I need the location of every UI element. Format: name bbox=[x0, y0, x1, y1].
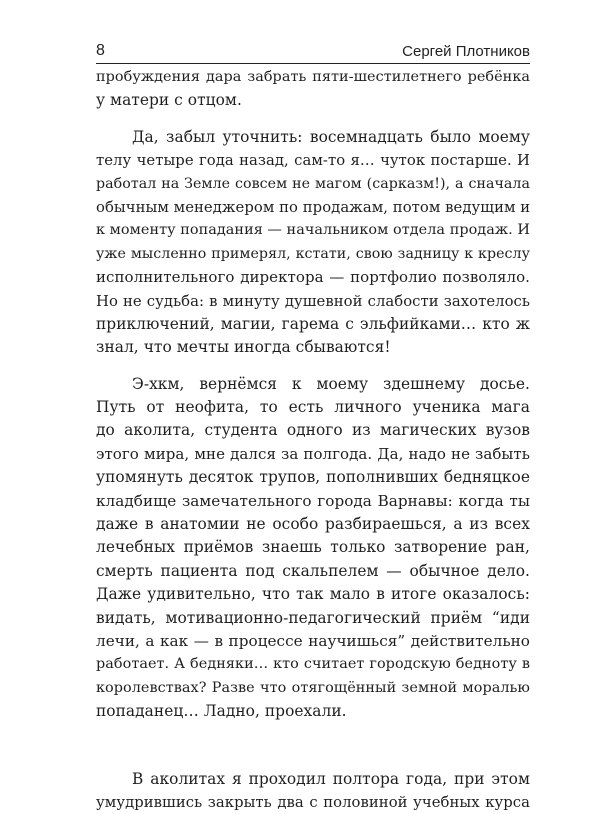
paragraph bbox=[96, 66, 530, 113]
paragraph bbox=[96, 373, 530, 724]
text-line: Даже удивительно, что так мало в итоге оказалось: bbox=[96, 585, 530, 604]
text-line: пробуждения дара забрать пяти-шестилетнего ребёнка bbox=[96, 69, 530, 85]
text-line: попаданец… Ладно, проехали. bbox=[96, 702, 347, 721]
text-line: Да, забыл уточнить: восемнадцать было моему bbox=[132, 127, 530, 146]
text-line: упомянуть десяток трупов, пополнивших бедняцкое bbox=[96, 468, 530, 487]
paragraph bbox=[96, 768, 530, 814]
text-line: В аколитах я проходил полтора года, при этом bbox=[132, 769, 530, 788]
text-line: лечебных приёмов знаешь только затворение ран, bbox=[96, 538, 530, 557]
text-line: кладбище замечательного города Варнавы: когда ты bbox=[96, 491, 530, 510]
paragraph-spacer bbox=[96, 113, 530, 126]
section-spacer bbox=[96, 724, 530, 768]
paragraph-spacer bbox=[96, 360, 530, 373]
body-text bbox=[96, 66, 530, 814]
text-line: работал на Земле совсем не магом (сарказм!), а сначала bbox=[96, 175, 530, 192]
text-line: у матери с отцом. bbox=[96, 91, 242, 110]
text-line: к моменту попадания — начальником отдела продаж. И bbox=[96, 222, 530, 239]
text-line: даже в анатомии не особо разбираешься, а из всех bbox=[96, 515, 530, 534]
text-line: исполнительного директора — портфолио позволяло. bbox=[96, 268, 530, 287]
text-line: умудрившись закрыть два с половиной учебных курса bbox=[96, 793, 530, 811]
text-line: этого мира, мне дался за полгода. Да, надо не забыть bbox=[96, 444, 530, 463]
paragraph bbox=[96, 126, 530, 360]
text-line: знал, что мечты иногда сбываются! bbox=[96, 338, 391, 357]
page-number: 8 bbox=[96, 42, 105, 59]
text-line: видать, мотивационно-педагогический приём “иди bbox=[96, 608, 530, 627]
text-line: уже мысленно примерял, кстати, свою задницу к креслу bbox=[96, 245, 530, 262]
author-name: Сергей Плотников bbox=[402, 43, 530, 60]
text-line: смерть пациента под скальпелем — обычное дело. bbox=[96, 561, 530, 580]
text-line: работает. А бедняки… кто считает городскую бедноту в bbox=[96, 656, 530, 673]
text-line: до аколита, студента одного из магических вузов bbox=[96, 421, 530, 440]
text-line: обычным менеджером по продажам, потом ведущим и bbox=[96, 198, 531, 216]
running-header bbox=[96, 36, 530, 64]
text-line: лечи, а как — в процессе научишься” действительно bbox=[96, 631, 530, 650]
text-line: Путь от неофита, то есть личного ученика мага bbox=[96, 398, 530, 417]
text-line: Э-хкм, вернёмся к моему здешнему досье. bbox=[132, 374, 530, 393]
text-line: телу четыре года назад, сам-то я… чуток постарше. И bbox=[96, 152, 530, 170]
text-line: приключений, магии, гарема с эльфийками… кто ж bbox=[96, 314, 530, 333]
text-line: Но не судьба: в минуту душевной слабости захотелось bbox=[96, 292, 530, 310]
text-line: королевствах? Разве что отягощённый земной моралью bbox=[96, 679, 530, 696]
